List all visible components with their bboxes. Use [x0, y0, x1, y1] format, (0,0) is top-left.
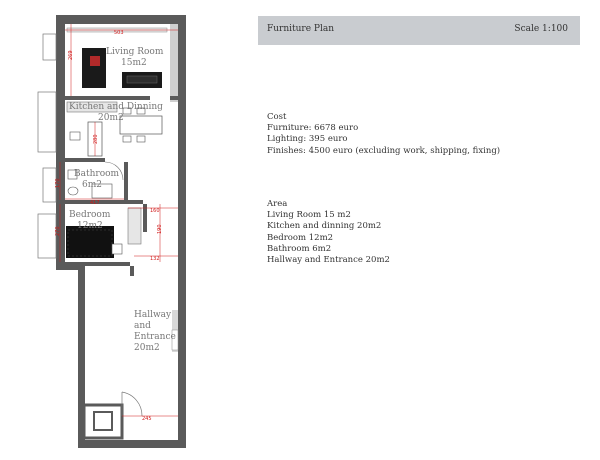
room-area-bedroom: 12m2 — [77, 221, 103, 231]
dimension-label: 280 — [93, 134, 99, 144]
room-label-living: Living Room — [106, 47, 164, 57]
dimension-label: 170 — [55, 178, 61, 188]
area-line: Kitchen and dinning 20m2 — [267, 221, 382, 232]
room-area-kitchen: 20m2 — [98, 113, 124, 123]
chair-3 — [123, 136, 131, 142]
dimension-label: 132 — [150, 256, 160, 262]
nightstand — [112, 244, 122, 254]
rug — [90, 56, 100, 66]
cost-heading: Cost — [267, 112, 287, 122]
entrance-inner — [94, 412, 112, 430]
room-area-bathroom: 6m2 — [82, 180, 102, 190]
wall-bath-bedroom — [65, 200, 143, 204]
window-bay-living — [43, 34, 56, 60]
chair-4 — [137, 136, 145, 142]
dimension-label: 503 — [114, 30, 124, 36]
wardrobe — [128, 208, 141, 244]
room-area-hallway: 20m2 — [134, 343, 160, 353]
dimension-label: 190 — [157, 224, 163, 234]
dimension-label: 269 — [68, 50, 74, 60]
wall-bedroom-hall — [85, 262, 130, 266]
window-bay-kitchen — [38, 92, 56, 152]
cost-line: Furniture: 6678 euro — [267, 123, 359, 134]
header-bar — [258, 16, 580, 45]
room-label-kitchen: Kitchen and Dinning — [69, 102, 163, 112]
cost-section — [267, 112, 500, 157]
room-label-hallway: and — [134, 321, 151, 331]
wall-living-kitchen — [65, 96, 150, 100]
window-bay-bedroom — [38, 214, 56, 258]
room-label-hallway: Hallway — [134, 310, 172, 320]
area-line: Bedroom 12m2 — [267, 232, 334, 243]
floor-plan — [0, 0, 250, 460]
right-wall-shade-1 — [170, 24, 178, 102]
page-title: Furniture Plan — [267, 24, 335, 34]
wall-bath-side — [124, 162, 128, 200]
toilet — [68, 187, 78, 195]
sink — [70, 132, 80, 140]
dining-table — [120, 116, 162, 134]
area-line: Living Room 15 m2 — [267, 210, 351, 221]
area-section — [267, 199, 390, 266]
wall-hall-left — [130, 266, 134, 276]
room-label-hallway: Entrance — [134, 332, 176, 342]
area-line: Bathroom 6m2 — [267, 243, 332, 254]
dimension-label: 270 — [55, 226, 61, 236]
cost-line: Finishes: 4500 euro (excluding work, shipping, fixing) — [267, 145, 501, 156]
dimension-label: 417 — [90, 200, 100, 206]
wall-living-right — [170, 96, 178, 100]
area-line: Hallway and Entrance 20m2 — [267, 255, 390, 266]
room-label-bedroom: Bedroom — [69, 210, 111, 220]
cost-line: Lighting: 395 euro — [267, 134, 348, 145]
sofa — [82, 48, 106, 88]
tv-screen — [127, 76, 157, 83]
dimension-label: 160 — [150, 208, 160, 214]
dimension-label: 245 — [142, 416, 152, 422]
room-area-living: 15m2 — [121, 58, 147, 68]
area-heading: Area — [267, 199, 288, 209]
scale-label: Scale 1:100 — [514, 24, 568, 34]
wall-kitchen-bath — [65, 158, 105, 162]
room-label-bathroom: Bathroom — [74, 169, 120, 179]
